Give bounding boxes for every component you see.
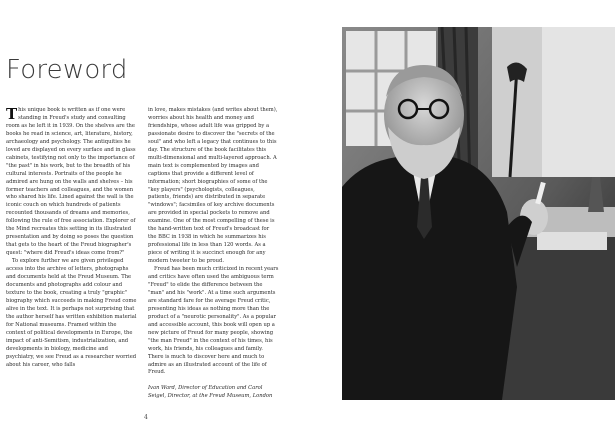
paragraph: Freud has been much criticized in recent years and critics have often used the ambiguous term "Freud" to elide the difference between the "man" and his "work". At a time such arguments are standard fare for the average Freud critic, presenting his ideas as nothing more than the product of a "neurotic personality". As a popular and accessible account, this book will open up a new picture of Freud for many people, showing "the man Freud" in the context of his times, his work, his friends, his colleagues and family. There is much to discover here and much to admire as an illustrated account of the life of Freud. bbox=[148, 266, 279, 376]
freud-portrait-photo bbox=[342, 27, 615, 400]
paragraph bbox=[6, 107, 137, 258]
paragraph-text: his unique book is written as if one were standing in Freud's study and consulting room as he left it in 1939. On the shelves are the books he read in science, art, literature, history, archaeology and psychology. The antiquities he loved are displayed on every surface and in glass cabinets, testifying not only to the importance of "the past" in his work, but to the breadth of his cultural interests. Portraits of the people he admired are hung on the walls and shelves – his former teachers and colleagues, and the women who shared his life. Lined against the wall is the iconic couch on which hundreds of patients recounted thousands of dreams and memories, following the rule of free association. Explorer of the Mind recreates this setting in its illustrated presentation and by doing so poses the question that gets to the heart of the Freud biographer's quest: "where did Freud's ideas come from?" bbox=[6, 107, 136, 257]
text-column-right bbox=[148, 107, 279, 401]
page-number: 4 bbox=[144, 414, 148, 421]
drop-cap: T bbox=[6, 105, 18, 123]
paragraph: in love, makes mistakes (and writes about them), worries about his health and money and friendships, whose adult life was gripped by a passionate desire to discover the "secrets of the soul" and who left a legacy that continues to this day. The structure of the book facilitates this multi-dimensional and multi-layered approach. A main text is complemented by images and captions that provide a different level of information; short biographies of some of the "key players" (psychologists, colleagues, patients, friends) are distributed in separate "windows"; facsimiles of key archive documents are provided in special pockets to remove and examine. One of the most compelling of these is the hand-written text of Freud's broadcast for the BBC in 1938 in which he summarizes his professional life in less than 120 words. As a piece of writing it is succinct enough for any modern tweeter to be proud. bbox=[148, 107, 278, 265]
page-title: Foreword bbox=[6, 55, 128, 85]
photo-illustration bbox=[342, 27, 615, 400]
text-column-left bbox=[6, 107, 137, 369]
signoff: Ivan Ward, Director of Education and Carol Seigel, Director, at the Freud Museum, London bbox=[148, 385, 273, 400]
paragraph: To explore further we are given privileged access into the archive of letters, photographs and documents held at the Freud Museum. The documents and photographs add colour and texture to the book, creating a truly "graphic" biography which succeeds in making Freud come alive in the text. It is perhaps not surprising that the author herself has written exhibition material for National museums. Framed within the context of political developments in Europe, the impact of anti-Semitism, industrialization, and developments in biology, medicine and psychiatry, we see Freud as a researcher worried about his career, who falls bbox=[6, 258, 137, 368]
